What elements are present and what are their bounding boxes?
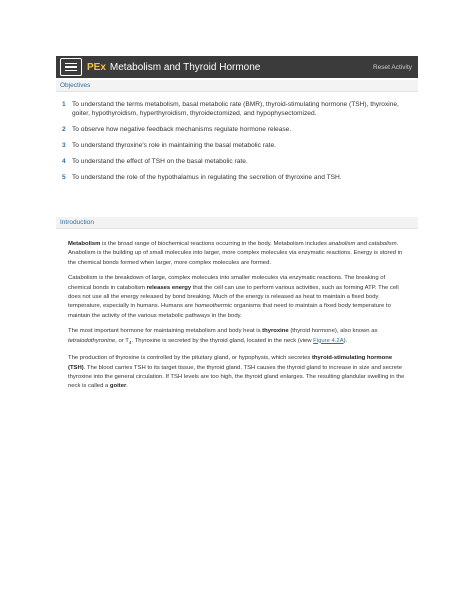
app-header — [56, 56, 418, 78]
hamburger-icon — [65, 63, 77, 65]
text-span: is the broad range of biochemical reactions occurring in the body. Metabolism includes — [100, 241, 329, 247]
list-item — [62, 173, 414, 182]
objective-text: To observe how negative feedback mechanisms regulate hormone release. — [72, 126, 292, 133]
text-span: organisms that need to maintain a fixed body temperature to maintain the activity of the various metabolic pathways in the body. — [68, 303, 391, 319]
text-span: The production of thyroxine is controlled by the pituitary gland, or hypophysis, which secretes — [68, 355, 312, 362]
objectives-list — [62, 100, 414, 189]
term-metabolism: Metabolism — [68, 241, 101, 247]
objectives-heading: Objectives — [56, 80, 418, 92]
term-catabolism: catabolism — [368, 241, 397, 247]
term-tetraiodothyronine: tetraiodothyronine — [68, 337, 116, 344]
intro-paragraph — [68, 327, 408, 348]
text-span: , or T — [115, 337, 129, 344]
page-title: Metabolism and Thyroid Hormone — [109, 61, 261, 73]
list-item — [62, 125, 414, 134]
text-span: that the cell can use to perform various activities, such as forming ATP. The cell does not use all the energy released by bond breaking. Much of the energy is released as heat to maintain a fixed body temperature, especially in humans. Humans are — [68, 284, 399, 310]
introduction-heading: Introduction — [56, 217, 418, 229]
objective-number: 4 — [62, 158, 66, 165]
objective-text: To understand thyroxine's role in maintaining the basal metabolic rate. — [72, 142, 276, 149]
intro-paragraph — [68, 354, 408, 392]
list-item — [62, 157, 414, 166]
brand-logo: PEx — [87, 61, 106, 73]
text-span: and — [355, 241, 369, 247]
text-span: ). — [343, 337, 348, 344]
objective-number: 5 — [62, 174, 66, 181]
introduction-body — [68, 240, 408, 398]
text-span: The most important hormone for maintaining metabolism and body heat is — [68, 328, 263, 335]
text-span: (thyroid hormone), also known as — [288, 328, 378, 335]
list-item — [62, 100, 414, 118]
reset-activity-button[interactable]: Reset Activity — [372, 63, 412, 71]
text-span: . Anabolism is the building up of small molecules into larger, more complex molecules via enzymatic reactions. Energy is stored in the chemical bonds formed when larger, more complex molecules are formed. — [68, 241, 403, 266]
objective-number: 1 — [62, 101, 66, 108]
hamburger-icon — [65, 70, 77, 72]
text-span: . The blood carries TSH to its target tissue, the thyroid gland. TSH causes the thyroid gland to increase in size and secrete thyroxine into the general circulation. If TSH levels are too high, the thyroid gland enlarges. The resulting glandular swelling in the neck is called a — [68, 364, 405, 390]
text-span: Catabolism is the breakdown of large, complex molecules into smaller molecules via enzymatic reactions. The breaking of chemical bonds in catabolism — [68, 275, 386, 291]
objective-number: 3 — [62, 142, 66, 149]
list-item — [62, 141, 414, 150]
objective-text: To understand the terms metabolism, basal metabolic rate (BMR), thyroid-stimulating hormone (TSH), thyroxine, goiter, hypothyroidism, hyperthyroidism, thyroidectomized, and hypophysectomized. — [72, 101, 399, 117]
term-anabolism: anabolism — [328, 241, 356, 247]
menu-button[interactable] — [60, 58, 82, 76]
text-span: . — [126, 383, 128, 390]
objective-text: To understand the role of the hypothalamus in regulating the secretion of thyroxine and TSH. — [72, 174, 342, 181]
subscript: 4 — [128, 340, 132, 346]
text-span: . Thyroxine is secreted by the thyroid gland, located in the neck (view — [131, 337, 314, 344]
intro-paragraph — [68, 274, 408, 321]
figure-link[interactable]: Figure 4.2A — [313, 337, 344, 344]
term-tsh: thyroid-stimulating hormone (TSH) — [68, 355, 393, 371]
term-goiter: goiter — [109, 383, 127, 390]
objective-text: To understand the effect of TSH on the basal metabolic rate. — [72, 158, 248, 165]
hamburger-icon — [65, 66, 77, 68]
term-releases-energy: releases energy — [146, 284, 192, 291]
intro-paragraph — [68, 240, 408, 268]
term-homeothermic: homeothermic — [194, 303, 233, 310]
objective-number: 2 — [62, 126, 66, 133]
term-thyroxine: thyroxine — [262, 328, 289, 335]
